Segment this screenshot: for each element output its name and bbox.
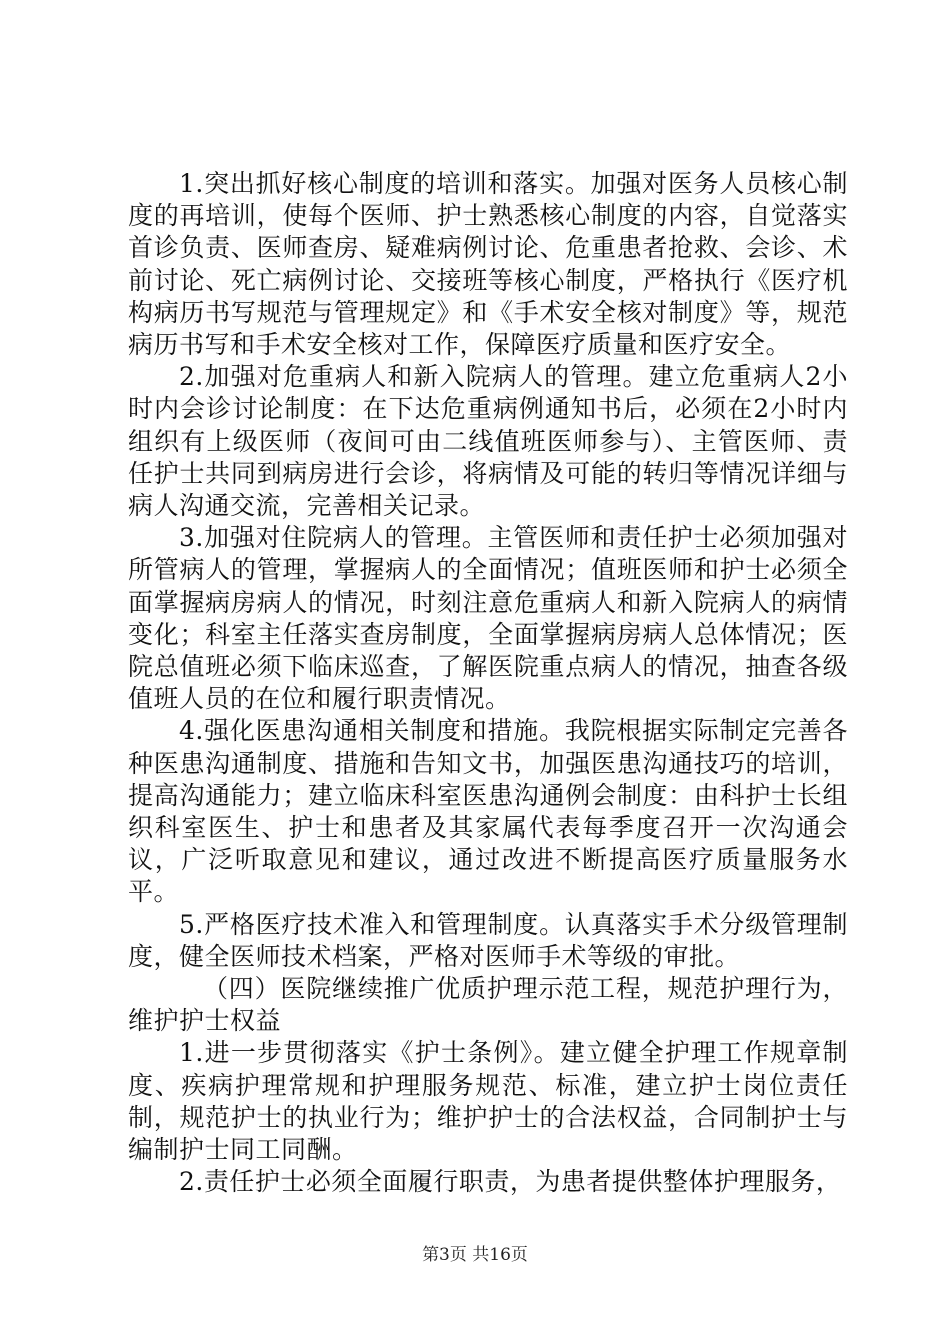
paragraph-inpatient-management: 3.加强对住院病人的管理。主管医师和责任护士必须加强对所管病人的管理，掌握病人的全面情况；值班医师和护士必须全面掌握病房病人的情况，时刻注意危重病人和新入院病人的病情变化；科室主任落实查房制度，全面掌握病房病人总体情况；医院总值班必须下临床巡查，了解医院重点病人的情况，抽查各级值班人员的在位和履行职责情况。 [128,523,848,714]
page-footer: 第3页 共16页 [422,1245,528,1265]
paragraph-responsible-nurse: 2.责任护士必须全面履行职责，为患者提供整体护理服务， [179,1167,842,1197]
paragraph-nurse-regulations: 1.进一步贯彻落实《护士条例》。建立健全护理工作规章制度、疾病护理常规和护理服务规范、标准，建立护士岗位责任制，规范护士的执业行为；维护护士的合法权益，合同制护士与编制护士同工同酬。 [128,1038,848,1165]
document-body [128,168,848,1199]
paragraph-critical-patient-management: 2.加强对危重病人和新入院病人的管理。建立危重病人2小时内会诊讨论制度：在下达危重病例通知书后，必须在2小时内组织有上级医师（夜间可由二线值班医师参与）、主管医师、责任护士共同到病房进行会诊，将病情及可能的转归等情况详细与病人沟通交流，完善相关记录。 [128,362,848,521]
paragraph-technology-access: 5.严格医疗技术准入和管理制度。认真落实手术分级管理制度，健全医师技术档案，严格对医师手术等级的审批。 [128,909,848,971]
paragraph-core-system-training: 1.突出抓好核心制度的培训和落实。加强对医务人员核心制度的再培训，使每个医师、护士熟悉核心制度的内容，自觉落实首诊负责、医师查房、疑难病例讨论、危重患者抢救、会诊、术前讨论、死亡病例讨论、交接班等核心制度，严格执行《医疗机构病历书写规范与管理规定》和《手术安全核对制度》等，规范病历书写和手术安全核对工作，保障医疗质量和医疗安全。 [128,169,848,360]
section-heading-nursing: （四）医院继续推广优质护理示范工程，规范护理行为，维护护士权益 [128,974,848,1036]
paragraph-doctor-patient-communication: 4.强化医患沟通相关制度和措施。我院根据实际制定完善各种医患沟通制度、措施和告知文书，加强医患沟通技巧的培训，提高沟通能力；建立临床科室医患沟通例会制度：由科护士长组织科室医生、护士和患者及其家属代表每季度召开一次沟通会议，广泛听取意见和建议，通过改进不断提高医疗质量服务水平。 [128,716,848,907]
